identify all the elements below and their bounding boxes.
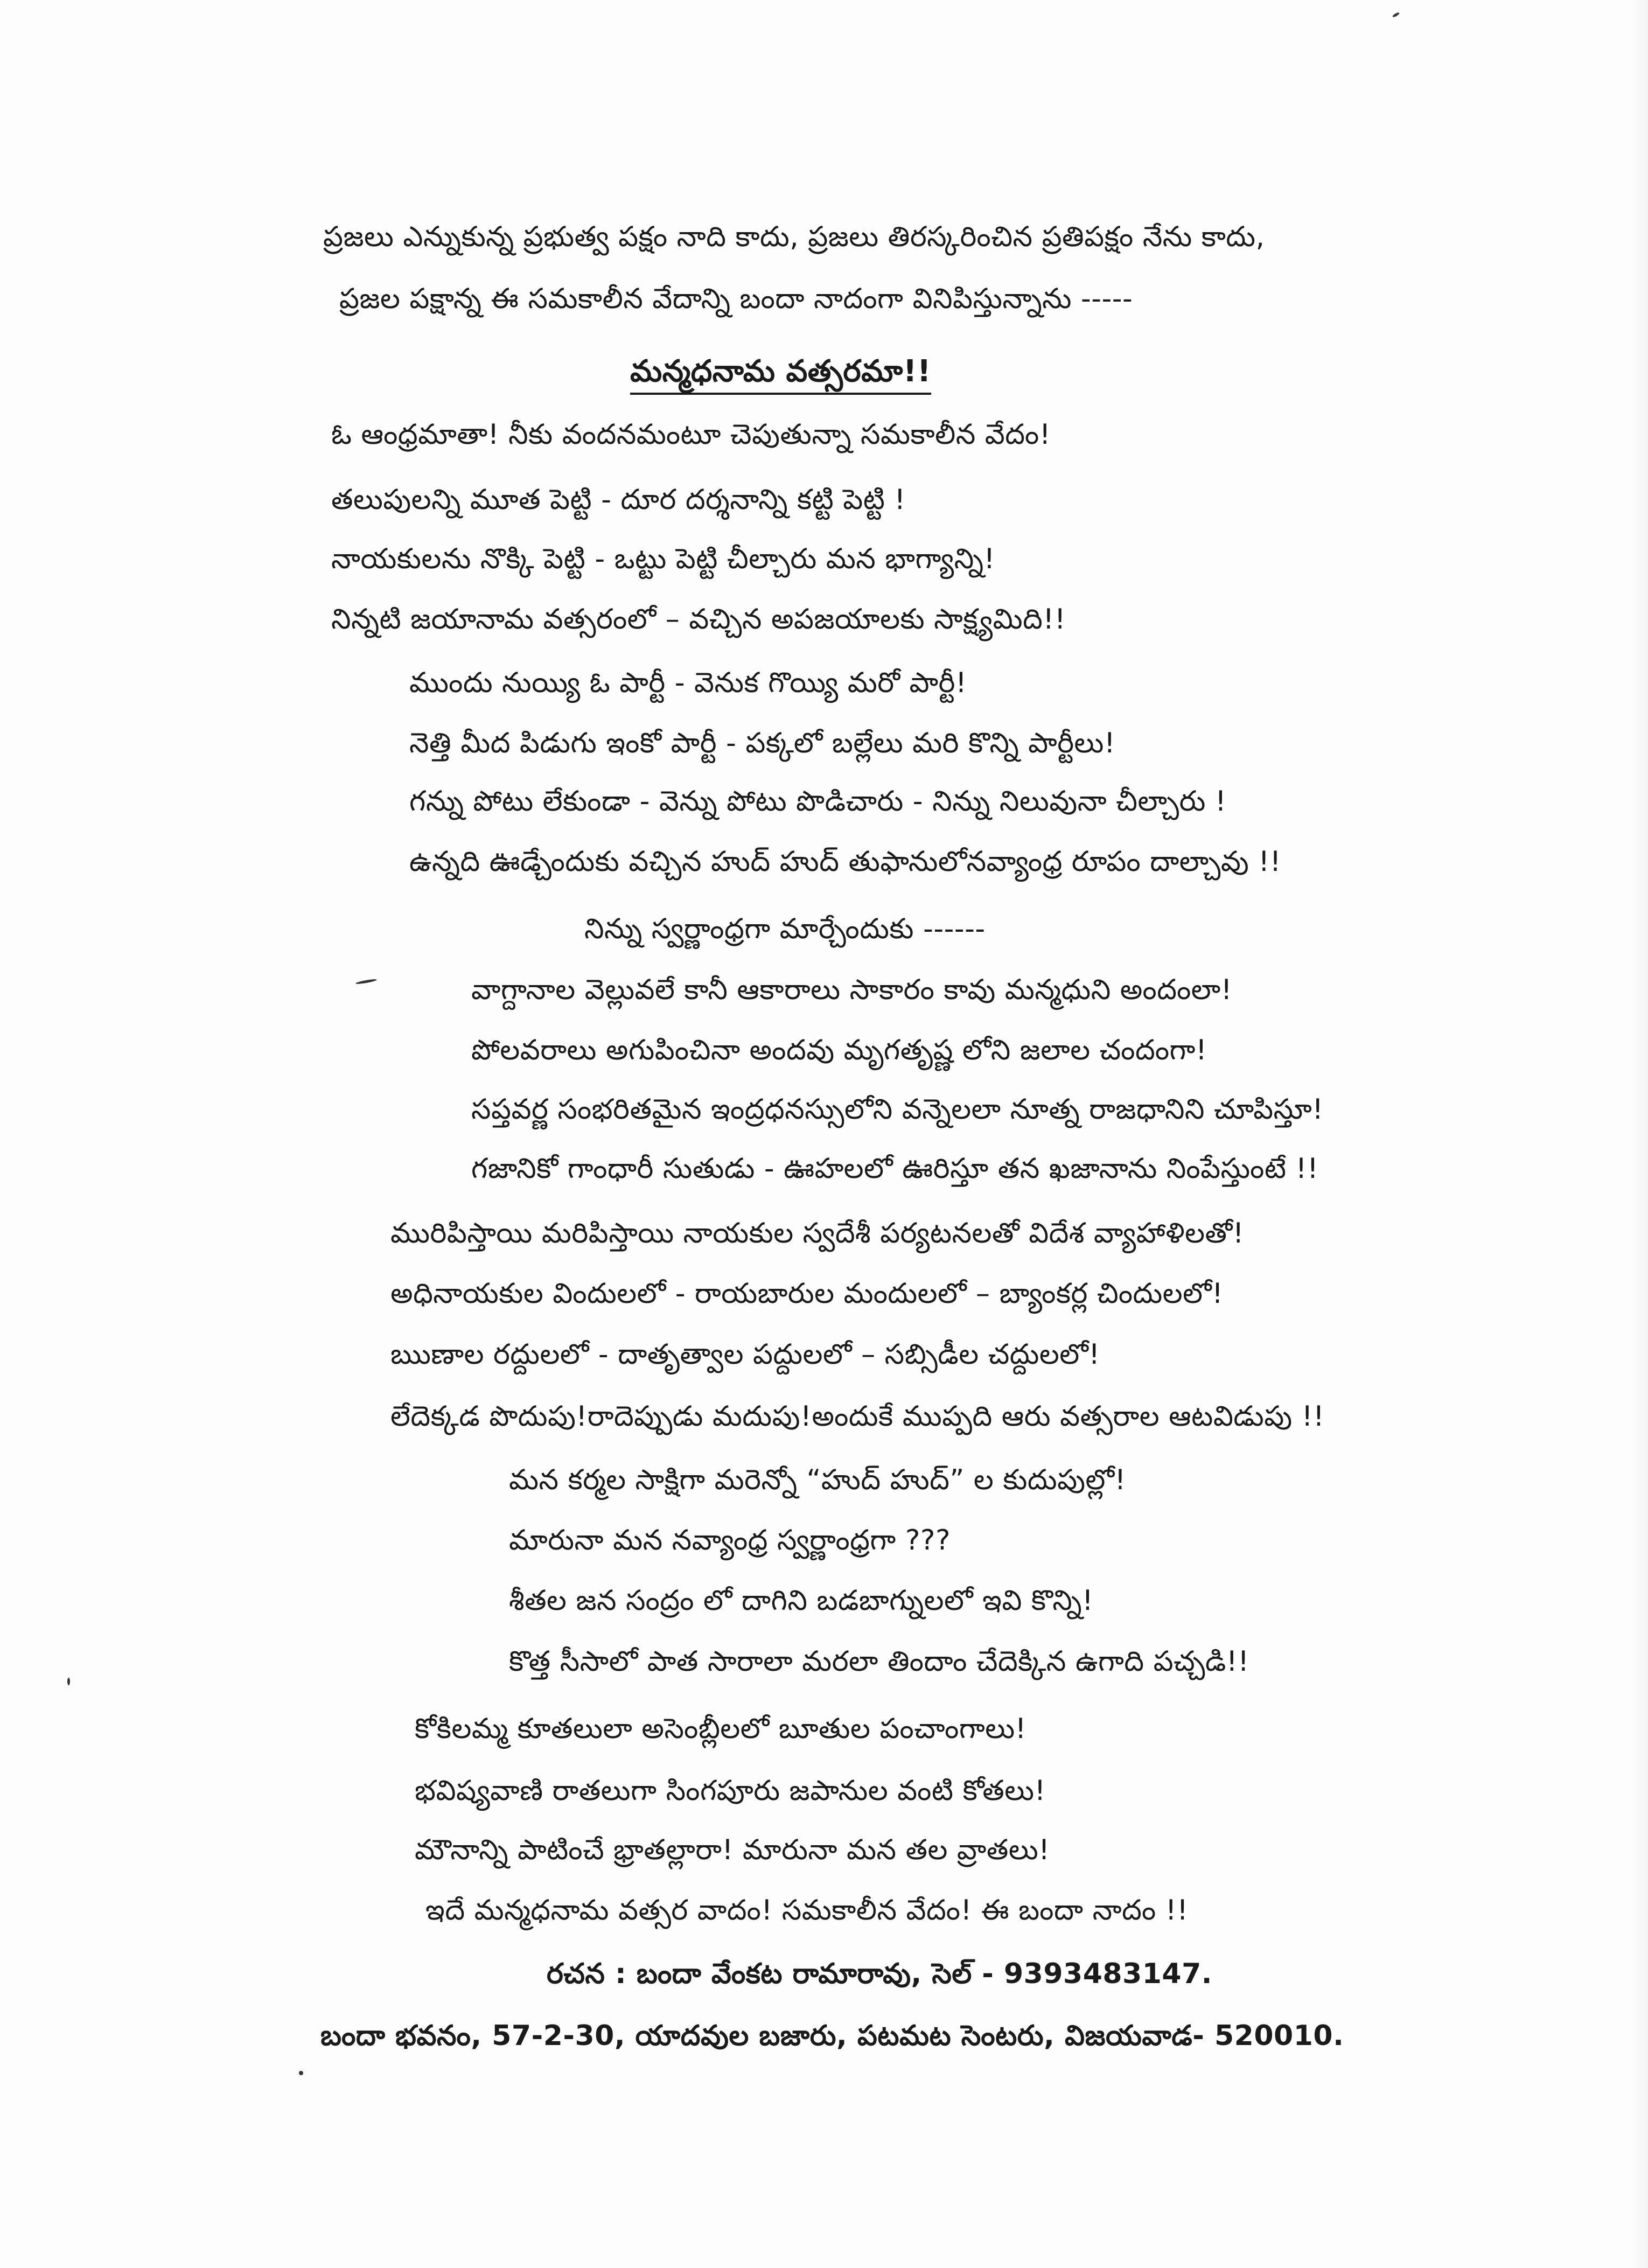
author-address: బందా భవనం, 57-2-30, యాదవుల బజారు, పటమట సెంటరు, విజయవాడ- 520010. <box>320 2020 1344 2052</box>
poem-line-15: అధినాయకుల విందులలో - రాయబారుల మందులలో – బ్యాంకర్ల చిందులలో! <box>390 1278 1224 1310</box>
page-edge-shadow <box>1632 0 1648 2268</box>
poem-line-20: శీతల జన సంద్రం లో దాగిని బడబాగ్నులలో ఇవి కొన్ని! <box>509 1585 1094 1617</box>
poem-title: మన్మధనామ వత్సరమా!! <box>630 353 931 395</box>
poem-line-17: లేదెక్కడ పొదుపు!రాదెప్పుడు మదుపు!అందుకే ముప్పది ఆరు వత్సరాల ఆటవిడుపు !! <box>390 1400 1325 1433</box>
poem-line-10: వాగ్దానాల వెల్లువలే కానీ ఆకారాలు సాకారం కావు మన్మధుని అందంలా! <box>471 974 1233 1006</box>
poem-line-23: భవిష్యవాణి రాతలుగా సింగపూరు జపానుల వంటి కోతలు! <box>415 1775 1046 1807</box>
poem-line-2: తలుపులన్ని మూత పెట్టి - దూర దర్శనాన్ని కట్టి పెట్టి ! <box>331 484 906 516</box>
poem-line-14: మురిపిస్తాయి మరిపిస్తాయి నాయకుల స్వదేశీ పర్యటనలతో విదేశ వ్యాహాళిలతో! <box>390 1217 1245 1250</box>
poem-line-11: పోలవరాలు అగుపించినా అందవు మృగతృష్ణ లోని జలాల చందంగా! <box>471 1034 1207 1066</box>
scan-mark <box>1392 12 1400 18</box>
poem-line-16: ఋణాల రద్దులలో - దాతృత్వాల పద్దులలో – సబ్సిడీల చద్దులలో! <box>390 1338 1100 1371</box>
poem-line-3: నాయకులను నొక్కి పెట్టి - ఒట్టు పెట్టి చీల్చారు మన భాగ్యాన్ని! <box>331 543 995 575</box>
poem-line-12: సప్తవర్ణ సంభరితమైన ఇంద్రధనస్సులోని వన్నెలలా నూత్న రాజధానిని చూపిస్తూ! <box>471 1093 1324 1126</box>
poem-line-5: ముందు నుయ్యి ఓ పార్టీ - వెనుక గొయ్యి మరో పార్టీ! <box>409 667 967 699</box>
poem-line-19: మారునా మన నవ్యాంధ్ర స్వర్ణాంధ్రగా ??? <box>509 1524 951 1557</box>
scan-mark <box>67 1678 70 1685</box>
poem-line-7: గన్ను పోటు లేకుండా - వెన్ను పోటు పొడిచారు - నిన్ను నిలువునా చీల్చారు ! <box>409 785 1227 818</box>
intro-line-1: ప్రజలు ఎన్నుకున్న ప్రభుత్వ పక్షం నాది కాదు, ప్రజలు తిరస్కరించిన ప్రతిపక్షం నేను కాదు, <box>323 221 1265 253</box>
poem-line-21: కొత్త సీసాలో పాత సారాలా మరలా తిందాం చేదెక్కిన ఉగాది పచ్చడి!! <box>509 1645 1249 1678</box>
poem-line-18: మన కర్మల సాక్షిగా మరెన్నో “హుద్ హుద్” ల కుదుపుల్లో! <box>509 1464 1126 1496</box>
poem-line-9: నిన్ను స్వర్ణాంధ్రగా మార్చేందుకు ------ <box>584 913 986 945</box>
poem-line-1: ఓ ఆంధ్రమాతా! నీకు వందనమంటూ చెపుతున్నా సమకాలీన వేదం! <box>331 418 1051 451</box>
poem-line-8: ఉన్నది ఊడ్చేందుకు వచ్చిన హుద్ హుద్ తుఫానులోనవ్యాంధ్ర రూపం దాల్చావు !! <box>409 846 1282 878</box>
poem-line-13: గజానికో గాంధారీ సుతుడు - ఊహలలో ఊరిస్తూ తన ఖజానాను నింపేస్తుంటే !! <box>471 1153 1319 1185</box>
intro-line-2: ప్రజల పక్షాన్న ఈ సమకాలీన వేదాన్ని బందా నాదంగా వినిపిస్తున్నాను ----- <box>339 283 1133 315</box>
poem-line-24: మౌనాన్ని పాటించే భ్రాతల్లారా! మారునా మన తల వ్రాతలు! <box>415 1834 1050 1866</box>
scan-mark <box>299 2071 303 2075</box>
author-signature: రచన : బందా వేంకట రామారావు, సెల్ - 9393483147. <box>547 1958 1213 1990</box>
poem-line-22: కోకిలమ్మ కూతలులా అసెంబ్లీలలో బూతుల పంచాంగాలు! <box>415 1713 1026 1745</box>
scan-mark <box>355 979 377 985</box>
poem-line-6: నెత్తి మీద పిడుగు ఇంకో పార్టీ - పక్కలో బల్లేలు మరి కొన్ని పార్టీలు! <box>409 727 1116 759</box>
poem-line-4: నిన్నటి జయానామ వత్సరంలో – వచ్చిన అపజయాలకు సాక్ష్యమిది!! <box>331 603 1066 636</box>
poem-line-25: ఇదే మన్మధనామ వత్సర వాదం! సమకాలీన వేదం! ఈ బందా నాదం !! <box>425 1894 1189 1927</box>
